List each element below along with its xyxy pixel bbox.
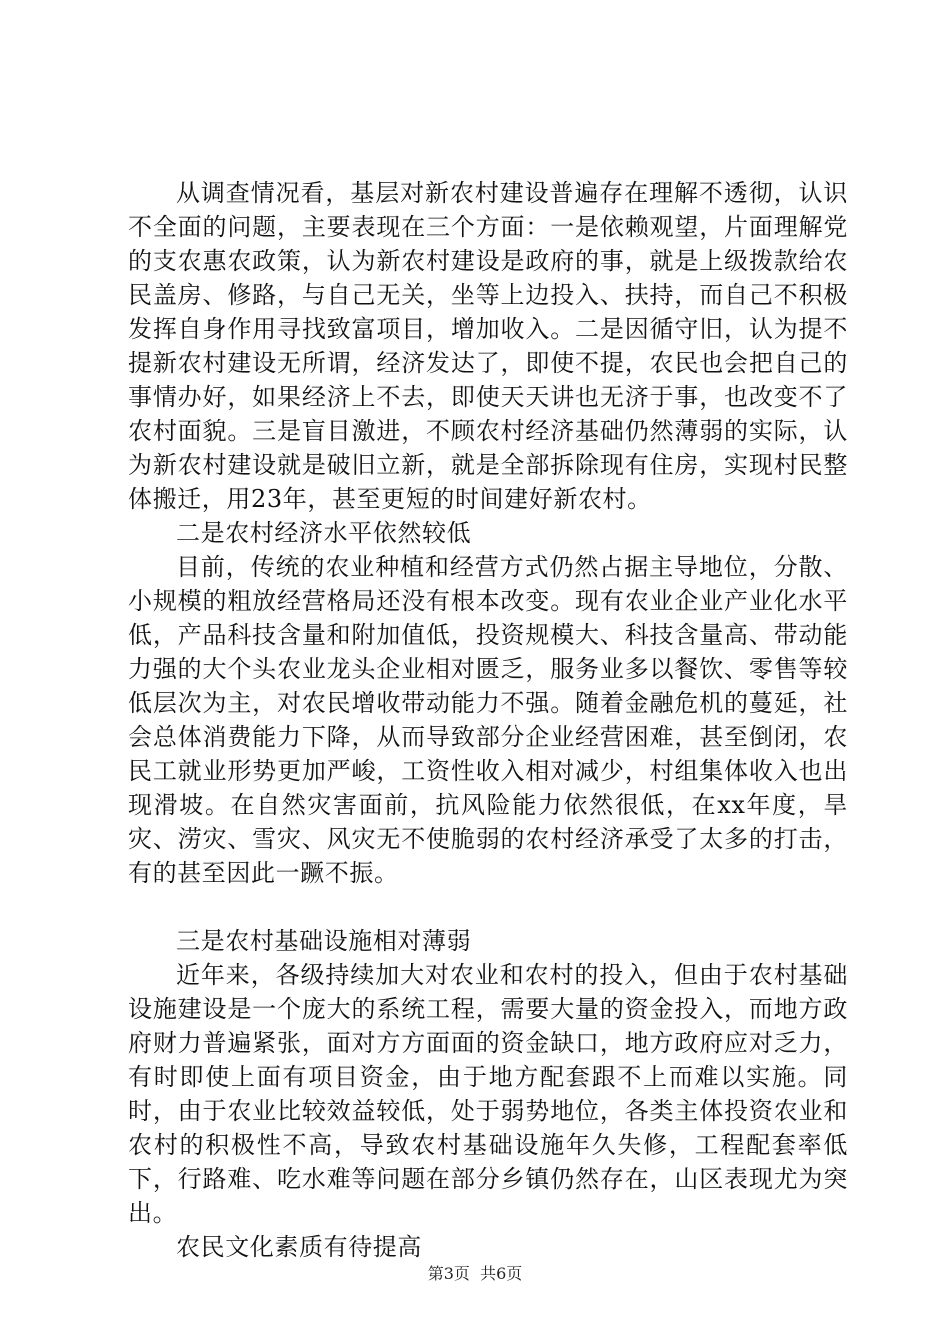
page-footer xyxy=(0,1264,950,1284)
blank-line xyxy=(128,890,848,924)
section-heading-economy: 二是农村经济水平依然较低 xyxy=(176,519,472,547)
section-heading-infrastructure: 三是农村基础设施相对薄弱 xyxy=(176,927,472,955)
paragraph-understanding-issues: 从调查情况看，基层对新农村建设普遍存在理解不透彻，认识不全面的问题，主要表现在三个方面：一是依赖观望，片面理解党的支农惠农政策，认为新农村建设是政府的事，就是上级拨款给农民盖房、修路，与自己无关，坐等上边投入、扶持，而自己不积极发挥自身作用寻找致富项目，增加收入。二是因循守旧，认为提不提新农村建设无所谓，经济发达了，即使不提，农民也会把自己的事情办好，如果经济上不去，即使天天讲也无济于事，也改变不了农村面貌。三是盲目激进，不顾农村经济基础仍然薄弱的实际，认为新农村建设就是破旧立新，就是全部拆除现有住房，实现村民整体搬迁，用23年，甚至更短的时间建好新农村。 xyxy=(128,179,848,513)
page-number: 第3页 共6页 xyxy=(427,1264,523,1283)
document-body xyxy=(128,176,848,1264)
paragraph-infrastructure: 近年来，各级持续加大对农业和农村的投入，但由于农村基础设施建设是一个庞大的系统工程，需要大量的资金投入，而地方政府财力普遍紧张，面对方方面面的资金缺口，地方政府应对乏力，有时即使上面有项目资金，由于地方配套跟不上而难以实施。同时，由于农业比较效益较低，处于弱势地位，各类主体投资农业和农村的积极性不高，导致农村基础设施年久失修，工程配套率低下，行路难、吃水难等问题在部分乡镇仍然存在，山区表现尤为突出。 xyxy=(128,961,848,1227)
paragraph-economy: 目前，传统的农业种植和经营方式仍然占据主导地位，分散、小规模的粗放经营格局还没有根本改变。现有农业企业产业化水平低，产品科技含量和附加值低，投资规模大、科技含量高、带动能力强的大个头农业龙头企业相对匮乏，服务业多以餐饮、零售等较低层次为主，对农民增收带动能力不强。随着金融危机的蔓延，社会总体消费能力下降，从而导致部分企业经营困难，甚至倒闭，农民工就业形势更加严峻，工资性收入相对减少，村组集体收入也出现滑坡。在自然灾害面前，抗风险能力依然很低，在xx年度，旱灾、涝灾、雪灾、风灾无不使脆弱的农村经济承受了太多的打击，有的甚至因此一蹶不振。 xyxy=(128,553,848,887)
section-heading-education: 农民文化素质有待提高 xyxy=(176,1233,422,1261)
